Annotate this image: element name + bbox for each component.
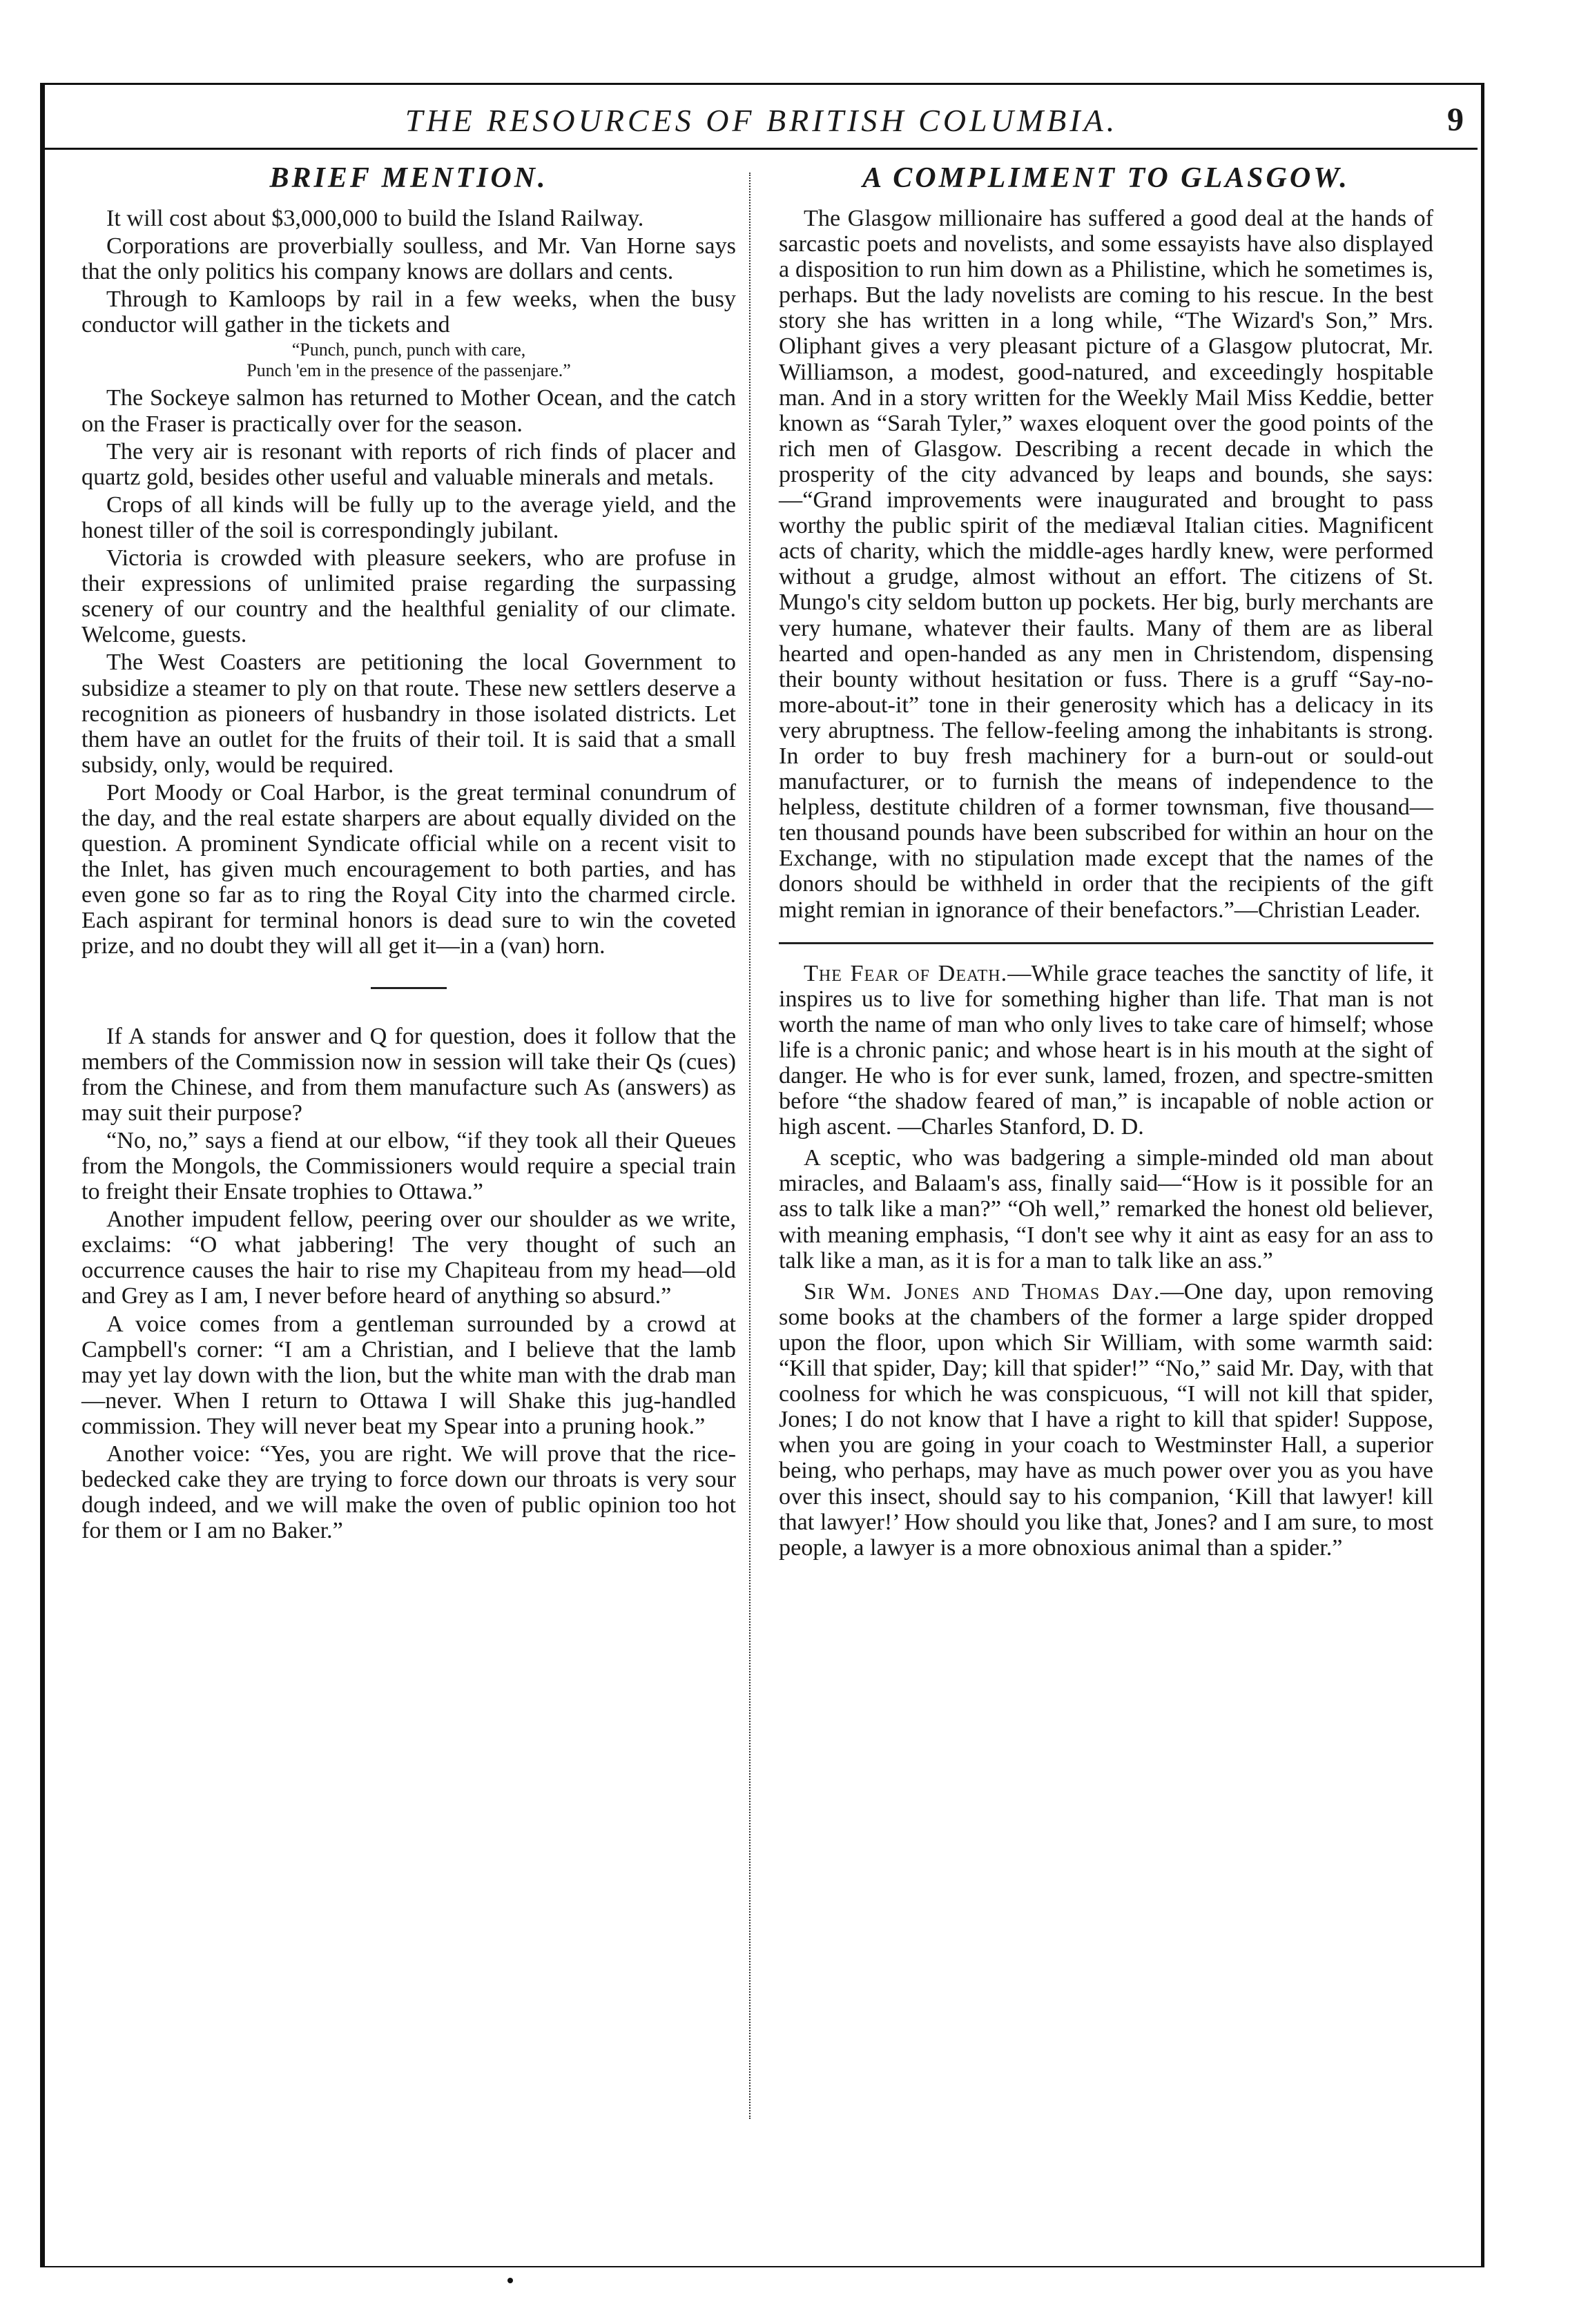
paragraph: Corporations are proverbially soulless, and Mr. Van Horne says that the only politics his company knows are dollars and cents.	[81, 233, 736, 285]
article-separator	[779, 942, 1433, 944]
paragraph: The West Coasters are petitioning the local Government to subsidize a steamer to ply on that route. These new settlers deserve a recognition as pioneers of husbandry in those isolated districts. Let them have an outlet for the fruits of their toil. It is said that a small subsidy, only, would be required.	[81, 650, 736, 778]
paragraph: The Glasgow millionaire has suffered a good deal at the hands of sarcastic poets and novelists, and some essayists have also displayed a disposition to run him down as a Philistine, which he sometimes is, perhaps. But the lady novelists are coming to his rescue. In the best story she has written in a long while, “The Wizard's Son,” Mrs. Oliphant gives a very pleasant picture of a Glasgow plutocrat, Mr. Williamson, a modest, good-natured, and exceedingly hospitable man. And in a story written for the Weekly Mail Miss Keddie, better known as “Sarah Tyler,” waxes eloquent over the good points of the rich men of Glasgow. Describing a recent decade in which the prosperity of the city advanced by leaps and bounds, she says:—“Grand improvements were inaugurated and brought to pass worthy the public spirit of the mediæval Italian cities. Magnificent acts of charity, which the middle-ages hardly knew, were performed without a grudge, almost without an effort. The citizens of St. Mungo's city seldom button up pockets. Her big, burly merchants are very humane, whatever their faults. Many of them are as liberal hearted and open-handed as any men in Christendom, dispensing their bounty without hesitation or fuss. There is a gruff “Say-no-more-about-it” tone in their generosity which has a delicacy in its very abruptness. The fellow-feeling among the inhabitants is strong. In order to buy fresh machinery for a burn-out or sould-out manufacturer, or to furnish the means of independence to the helpless, destitute children of a former townsman, five thousand—ten thousand pounds have been subscribed for within an hour on the Exchange, with no stipulation made except that the names of the donors should be withheld in order that the recipients of the gift might remian in ignorance of their benefactors.”—Christian Leader.	[779, 206, 1433, 923]
running-title: THE RESOURCES OF BRITISH COLUMBIA.	[405, 103, 1119, 138]
paragraph: “No, no,” says a fiend at our elbow, “if they took all their Queues from the Mongols, the Commissioners would require a special train to freight their Ensate trophies to Ottawa.”	[81, 1127, 736, 1205]
paragraph: Another impudent fellow, peering over our shoulder as we write, exclaims: “O what jabbering! The very thought of such an occurrence causes the hair to rise my Chapiteau from my head—old and Grey as I am, I never before heard of anything so absurd.”	[81, 1207, 736, 1309]
paragraph: Through to Kamloops by rail in a few weeks, when the busy conductor will gather in the tickets and	[81, 286, 736, 338]
paragraph	[779, 1279, 1433, 1561]
paragraph: The Sockeye salmon has returned to Mother Ocean, and the catch on the Fraser is practically over for the season.	[81, 385, 736, 437]
running-header	[40, 102, 1483, 150]
section-separator	[371, 987, 447, 989]
paragraph: The very air is resonant with reports of rich finds of placer and quartz gold, besides other useful and valuable minerals and metals.	[81, 438, 736, 490]
article-body: —While grace teaches the sanctity of life, it inspires us to live for something higher than life. That man is not worth the name of man who only lives to take care of himself; whose life is a chronic panic; and whose heart is in his mouth at the sight of danger. He who is for ever sunk, lamed, frozen, and spectre-smitten before “the shadow feared of man,” is incapable of noble action or high ascent. —Charles Stanford, D. D.	[779, 960, 1433, 1140]
section-title-compliment-to-glasgow: A COMPLIMENT TO GLASGOW.	[862, 162, 1350, 194]
paragraph: A voice comes from a gentleman surrounded by a crowd at Campbell's corner: “I am a Christian, and I believe that the lamb may yet lay down with the lion, but the white man with the drab man—never. When I return to Ottawa I will Shake this jug-handled commission. They will never beat my Spear into a pruning hook.”	[81, 1311, 736, 1439]
paragraph: Victoria is crowded with pleasure seekers, who are profuse in their expressions of unlimited praise regarding the surpassing scenery of our country and the healthful geniality of our climate. Welcome, guests.	[81, 545, 736, 648]
paragraph: If A stands for answer and Q for question, does it follow that the members of the Commission now in session will take their Qs (cues) from the Chinese, and from them manufacture such As (answers) as may suit their purpose?	[81, 1023, 736, 1126]
print-mark	[507, 2278, 513, 2283]
section-title-brief-mention: BRIEF MENTION.	[269, 162, 548, 194]
right-column	[779, 160, 1433, 1563]
left-column	[81, 160, 736, 1545]
page-number: 9	[1447, 101, 1464, 138]
column-divider	[749, 173, 751, 2119]
verse-line: “Punch, punch, punch with care,	[291, 340, 526, 360]
article-lead: The Fear of Death.	[804, 960, 1008, 986]
article-body: —One day, upon removing some books at the chambers of the former a large spider dropped upon the floor, upon which Sir William, with some warmth said: “Kill that spider, Day; kill that spider!” “No,” said Mr. Day, with that coolness for which he was conspicuous, “I will not kill that spider, Jones; I do not know that I have a right to kill that spider! Suppose, when you are going in your coach to Westminster Hall, a superior being, who perhaps, may have as much power over you as you have over this insect, should say to his companion, ‘Kill that lawyer! kill that lawyer!’ How should you like that, Jones? and I am sure, to most people, a lawyer is a more obnoxious animal than a spider.”	[779, 1278, 1434, 1561]
paragraph: Crops of all kinds will be fully up to the average yield, and the honest tiller of the soil is correspondingly jubilant.	[81, 491, 736, 543]
paragraph: Port Moody or Coal Harbor, is the great terminal conundrum of the day, and the real estate sharpers are about equally divided on the question. A prominent Syndicate official while on a recent visit to the Inlet, has given much encouragement to both parties, and has even gone so far as to ring the Royal City into the charmed circle. Each aspirant for terminal honors is dead sure to win the coveted prize, and no doubt they will all get it—in a (van) horn.	[81, 779, 736, 959]
paragraph: It will cost about $3,000,000 to build the Island Railway.	[106, 206, 644, 231]
article-lead: Sir Wm. Jones and Thomas Day.	[804, 1278, 1161, 1305]
paragraph	[779, 961, 1433, 1140]
header-rule	[43, 148, 1478, 150]
verse-line: Punch 'em in the presence of the passenjare.”	[246, 360, 571, 381]
paragraph: Another voice: “Yes, you are right. We will prove that the rice-bedecked cake they are trying to force down our throats is very sour dough indeed, and we will make the oven of public opinion too hot for them or I am no Baker.”	[81, 1441, 736, 1544]
paragraph: A sceptic, who was badgering a simple-minded old man about miracles, and Balaam's ass, finally said—“How is it possible for an ass to talk like a man?” “Oh well,” remarked the honest old believer, with meaning emphasis, “I don't see why it aint as easy for an ass to talk like a man, as it is for a man to talk like an ass.”	[779, 1145, 1433, 1273]
